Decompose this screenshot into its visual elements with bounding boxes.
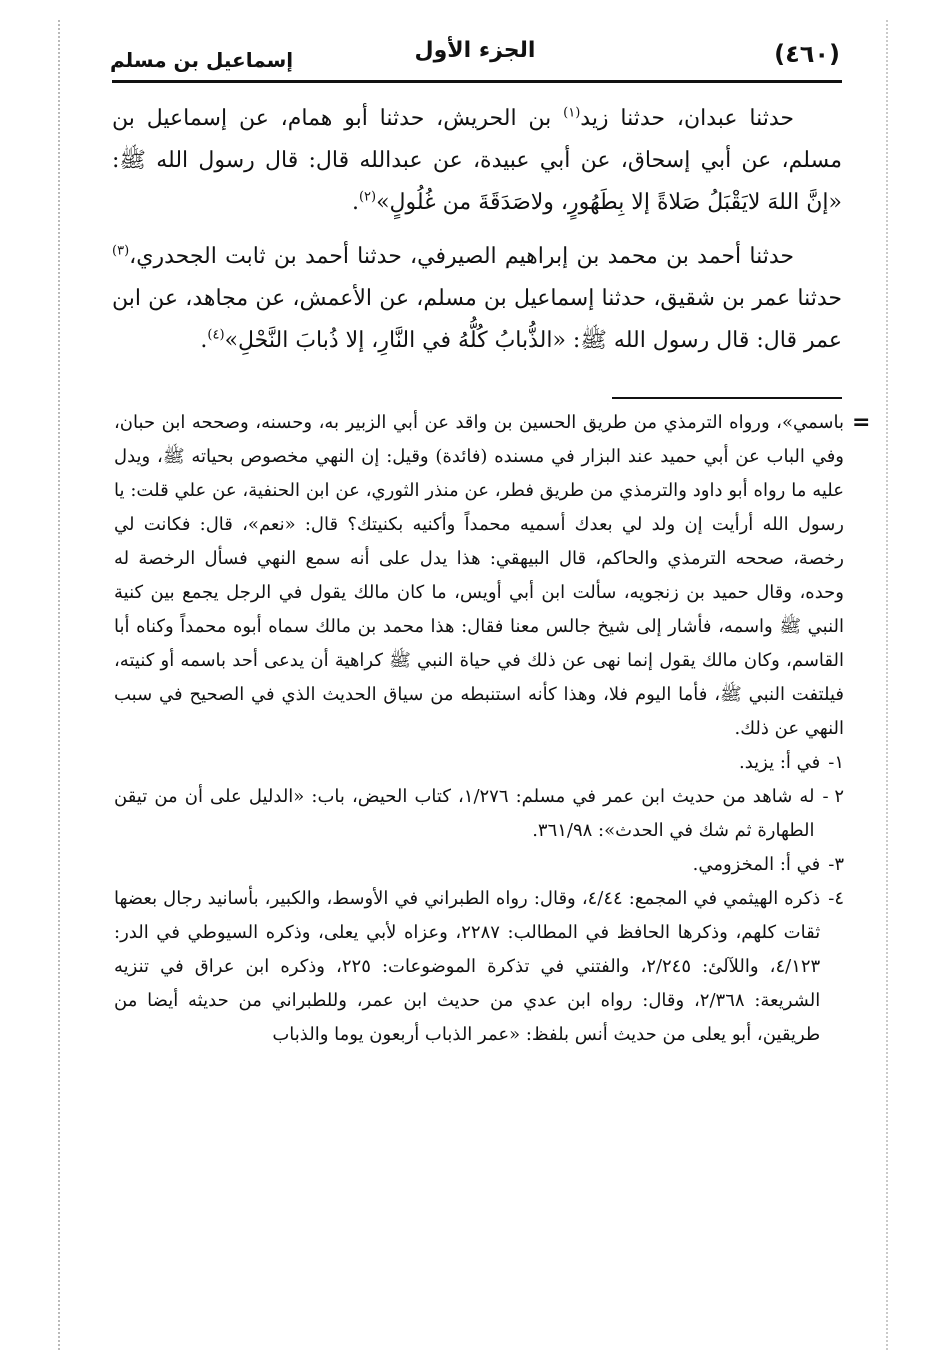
header-rule [112,80,842,83]
paragraph-text: حدثنا عبدان، حدثنا زيد [580,106,794,131]
volume-title: الجزء الأول [414,38,536,63]
footnote-item [114,746,844,780]
right-margin-dotted-line [886,20,888,1350]
footnote-text: في أ: يزيد. [738,752,821,773]
footnote-text: ذكره الهيثمي في المجمع: ٤/٤٤، وقال: رواه الطبراني في الأوسط، والكبير، بأسانيد رجال بعضها ثقات كلهم، وذكرها الحافظ في المطالب: ٢٢٨٧، وعزاه لأبي يعلى، وذكره السيوطي في الدر: ٤/١٢٣، واللآلئ: ٢/٢٤٥، والفتني في تذكرة الموضوعات: ٢٢٥، وذكره ابن عراق في تنزيه الشريعة: ٢/٣٦٨، وقال: رواه ابن عدي من حديث ابن عمر، وللطبراني من حديثه أيضا من طريقين، أبو يعلى من حديث أنس بلفظ: «عمر الذباب أربعون يوما والذباب [114,888,821,1045]
paragraph-text: حدثنا عمر بن شقيق، حدثنا إسماعيل بن مسلم، عن الأعمش، عن مجاهد، عن ابن عمر قال: قال رسول الله ﷺ: «الذُّبابُ كُلُّهُ في النَّارِ، إلا ذُبابَ النَّحْلِ» [112,286,842,353]
footnote-ref-1: (١) [563,105,581,121]
continuation-mark: = [852,410,871,435]
footnote-item [114,848,844,882]
footnote-item [114,882,844,1052]
main-text [112,98,842,374]
footnote-continuation: باسمي»، ورواه الترمذي من طريق الحسين بن واقد عن أبي الزبير به، وحسنه، وصححه ابن حبان، وفي الباب عن أبي حميد عند البزار في مسنده (فائدة) وقيل: إن النهي مخصوص بحياته ﷺ، ويدل عليه ما رواه أبو داود والترمذي من طريق فطر، عن منذر الثوري، عن ابن الحنفية، عن علي قلت: يا رسول الله أرأيت إن ولد لي بعدك أسميه محمداً وأكنيه بكنيتك؟ قال: «نعم»، قال: فكانت لي رخصة، صححه الترمذي والحاكم، قال البيهقي: هذا يدل على أنه سمع النهي فسأل الرخصة له وحده، وقال حميد بن زنجويه، سألت ابن أبي أويس، ما كان مالك يقول في الرجل يجمع بين كنية النبي ﷺ واسمه، فأشار إلى شيخ جالس معنا فقال: هذا محمد بن مالك سماه أبوه محمداً وكناه أبا القاسم، وكان مالك يقول إنما نهى عن ذلك في حياة النبي ﷺ كراهية أن يدعى أحد باسمه أو كنيته، فيلتفت النبي ﷺ، فأما اليوم فلا، وهذا كأنه استنبطه من سياق الحديث الذي في الصحيح في سبب النهي عن ذلك. [114,412,844,739]
left-margin-dotted-line [58,20,60,1350]
footnote-text: له شاهد من حديث ابن عمر في مسلم: ١/٢٧٦، كتاب الحيض، باب: «الدليل على أن من تيقن الطهارة ثم شك في الحدث»: ٣٦١/٩٨. [114,786,815,841]
running-head [110,36,840,76]
page-number: (٤٦٠) [774,40,840,68]
hadith-paragraph-2 [112,236,842,362]
footnote-ref-3: (٣) [112,243,130,259]
footnote-number: ٢ - [822,786,844,807]
chapter-name: إسماعيل بن مسلم [110,48,294,72]
footnotes [114,406,844,1052]
paragraph-end: . [351,190,359,215]
footnote-number: ١- [828,752,844,773]
footnote-number: ٣- [828,854,844,875]
hadith-paragraph-1 [112,98,842,224]
paragraph-end: . [200,328,208,353]
footnote-separator [612,397,842,399]
footnote-text: في أ: المخزومي. [692,854,821,875]
paragraph-text: بن الحريش، حدثنا أبو همام، عن إسماعيل بن مسلم، عن أبي إسحاق، عن أبي عبيدة، عن عبدالله قال: قال رسول الله ﷺ: «إنَّ اللهَ لايَقْبَلُ صَلاةً إلا بِطَهُورٍ، ولاصَدَقَةَ من غُلُولٍ» [112,106,842,215]
footnote-item [114,780,844,848]
footnote-ref-4: (٤) [207,327,225,343]
footnote-number: ٤- [828,888,844,909]
footnote-ref-2: (٢) [358,189,377,205]
paragraph-text: حدثنا أحمد بن محمد بن إبراهيم الصيرفي، حدثنا أحمد بن ثابت الجحدري، [129,244,794,269]
